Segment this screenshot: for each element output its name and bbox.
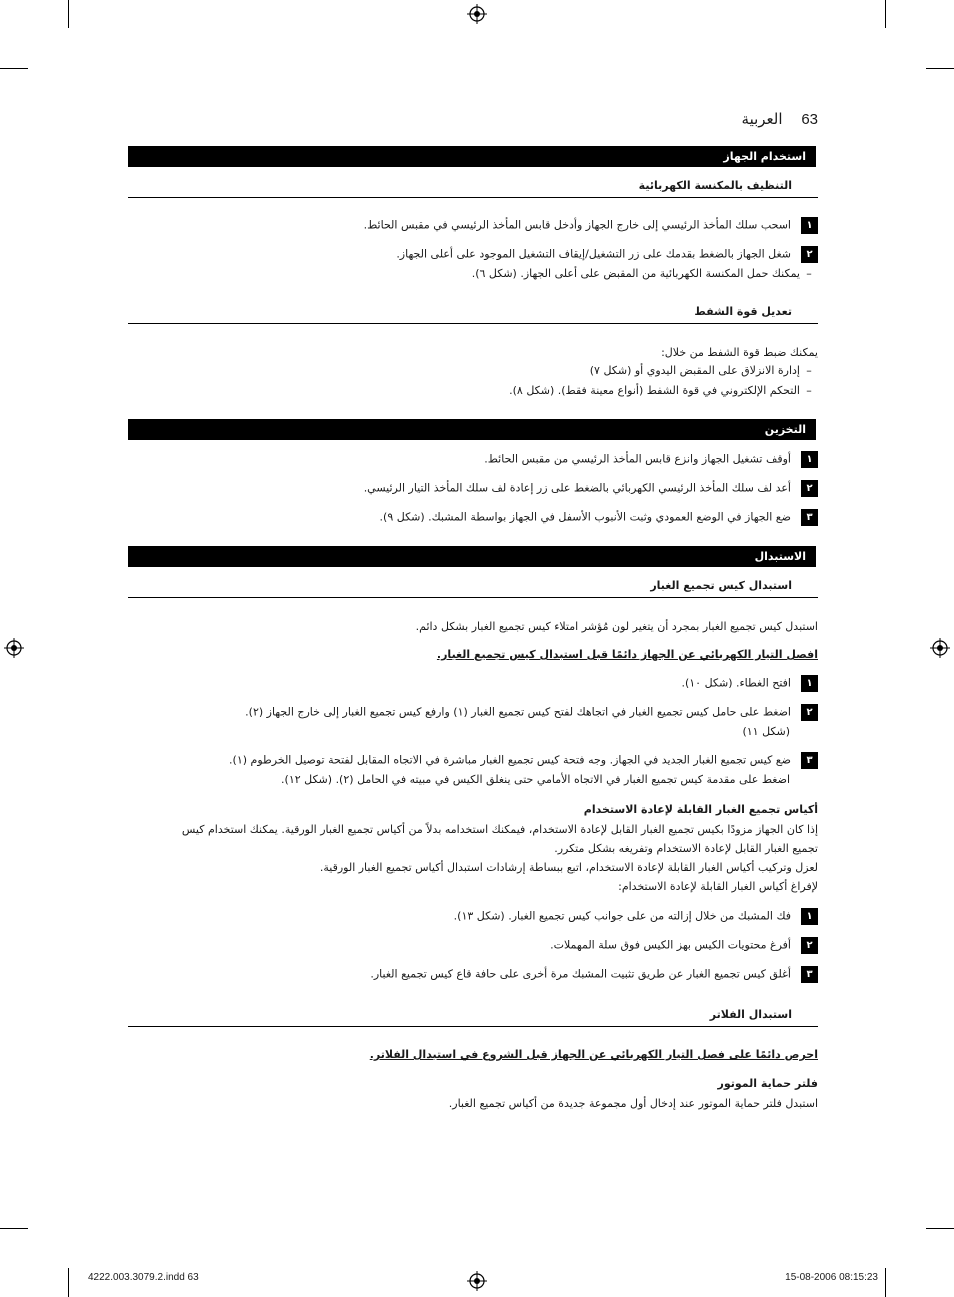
step-item: ١افتح الغطاء. (شكل ١٠).: [128, 675, 818, 692]
step-item: ٢شغل الجهاز بالضغط بقدمك على زر التشغيل/إيقاف التشغيل الموجود على أعلى الجهاز.: [128, 246, 818, 263]
step-item: ٢أعد لف سلك المأخذ الرئيسي الكهربائي بالضغط على زر إعادة لف سلك المأخذ التيار الرئيسي.: [128, 480, 818, 497]
paragraph: استبدل كيس تجميع الغبار بمجرد أن يتغير لون مُؤشر امتلاء كيس تجميع الغبار بشكل دائم.: [415, 620, 818, 633]
paragraph-line: لعزل وتركيب أكياس الغبار القابلة لإعادة الاستخدام، اتبع ببساطة إرشادات استبدال أكياس تجميع الغبار الورقية.: [319, 861, 818, 874]
step-item: ١أوقف تشغيل الجهاز وانزع قابس المأخذ الرئيسي من مقبس الحائط.: [128, 451, 818, 468]
crop-mark: [68, 0, 69, 28]
section-bar-use: استخدام الجهاز: [128, 146, 816, 167]
registration-mark-icon: [4, 638, 24, 658]
paragraph-line: لإفراغ أكياس الغبار القابلة لإعادة الاستخدام:: [618, 880, 818, 893]
subhead-replace-dust-bag: استبدال كيس تجميع الغبار: [128, 579, 818, 598]
bullet-item: –يمكنك حمل المكنسة الكهربائية من المقبض على أعلى الجهاز. (شكل ٦).: [471, 267, 812, 280]
footer-timestamp: 15-08-2006 08:15:23: [785, 1272, 878, 1283]
bullet-item: –إدارة الانزلاق على المقبض اليدوي أو (شكل ٧): [589, 364, 812, 377]
subhead-vacuum-cleaning: التنظيف بالمكنسة الكهربائية: [128, 179, 818, 198]
subhead-suction-power: تعديل قوة الشفط: [128, 305, 818, 324]
crop-mark: [926, 1228, 954, 1229]
registration-mark-icon: [930, 638, 950, 658]
step-item: ٣ضع الجهاز في الوضع العمودي وثبت الأنبوب الأسفل في الجهاز بواسطة المشبك. (شكل ٩).: [128, 509, 818, 526]
step-item: ٣أغلق كيس تجميع الغبار عن طريق تثبيت المشبك مرة أخرى على حافة قاع كيس تجميع الغبار.: [128, 966, 818, 983]
step-continuation: اضغط على مقدمة كيس تجميع الغبار في الاتجاه الأمامي حتى ينغلق الكيس في مبيته في الحامل (٢). (شكل ١٢).: [281, 773, 790, 786]
step-item: ١اسحب سلك المأخذ الرئيسي إلى خارج الجهاز وأدخل قابس المأخذ الرئيسي في مقبس الحائط.: [128, 217, 818, 234]
crop-mark: [885, 1268, 886, 1297]
bullet-item: –التحكم الإلكتروني في قوة الشفط (أنواع معينة فقط). (شكل ٨).: [509, 384, 812, 397]
subsection-title: فلتر حماية الموتور: [717, 1077, 818, 1090]
paragraph: يمكنك ضبط قوة الشفط من خلال:: [661, 346, 818, 359]
subhead-replace-filters: استبدال الفلاتر: [128, 1008, 818, 1027]
page-header: [742, 110, 818, 128]
warning-text: افصل التيار الكهربائي عن الجهاز دائمًا قبل استبدال كيس تجميع الغبار.: [436, 648, 818, 661]
warning-text: احرص دائمًا على فصل التيار الكهربائي عن الجهاز قبل الشروع في استبدال الفلاتر.: [369, 1048, 818, 1061]
step-item: ٣ضع كيس تجميع الغبار الجديد في الجهاز. وجه فتحة كيس تجميع الغبار مباشرة في الاتجاه المقابل لفتحة توصيل الخرطوم (١).: [128, 752, 818, 769]
page-number: 63: [801, 111, 818, 128]
section-bar-replacement: الاستبدال: [128, 546, 816, 567]
language-label: العربية: [741, 110, 783, 128]
crop-mark: [0, 68, 28, 69]
crop-mark: [68, 1268, 69, 1297]
crop-mark: [0, 1228, 28, 1229]
registration-mark-icon: [467, 4, 487, 24]
step-continuation: (شكل ١١): [742, 725, 790, 738]
paragraph-line: تجميع الغبار القابل لإعادة الاستخدام وتفريغه بشكل متكرر.: [554, 842, 818, 855]
step-item: ١فك المشبك من خلال إزالته من على جوانب كيس تجميع الغبار. (شكل ١٣).: [128, 908, 818, 925]
step-item: ٢اضغط على حامل كيس تجميع الغبار في اتجاهك لفتح كيس تجميع الغبار (١) وارفع كيس تجميع الغبار إلى خارج الجهاز (٢).: [128, 704, 818, 721]
registration-mark-icon: [467, 1271, 487, 1291]
paragraph: استبدل فلتر حماية الموتور عند إدخال أول مجموعة جديدة من أكياس تجميع الغبار.: [448, 1097, 818, 1110]
subsection-title: أكياس تجميع الغبار القابلة لإعادة الاستخدام: [583, 803, 818, 816]
footer-file-name: 4222.003.3079.2.indd 63: [88, 1272, 199, 1283]
crop-mark: [926, 68, 954, 69]
crop-mark: [885, 0, 886, 28]
section-bar-storage: التخزين: [128, 419, 816, 440]
step-item: ٢أفرغ محتويات الكيس بهز الكيس فوق سلة المهملات.: [128, 937, 818, 954]
paragraph-line: إذا كان الجهاز مزودًا بكيس تجميع الغبار القابل لإعادة الاستخدام، فيمكنك استخدامه بدلاً من أكياس تجميع الغبار الورقية. يمكنك استخدام كيس: [181, 823, 818, 836]
